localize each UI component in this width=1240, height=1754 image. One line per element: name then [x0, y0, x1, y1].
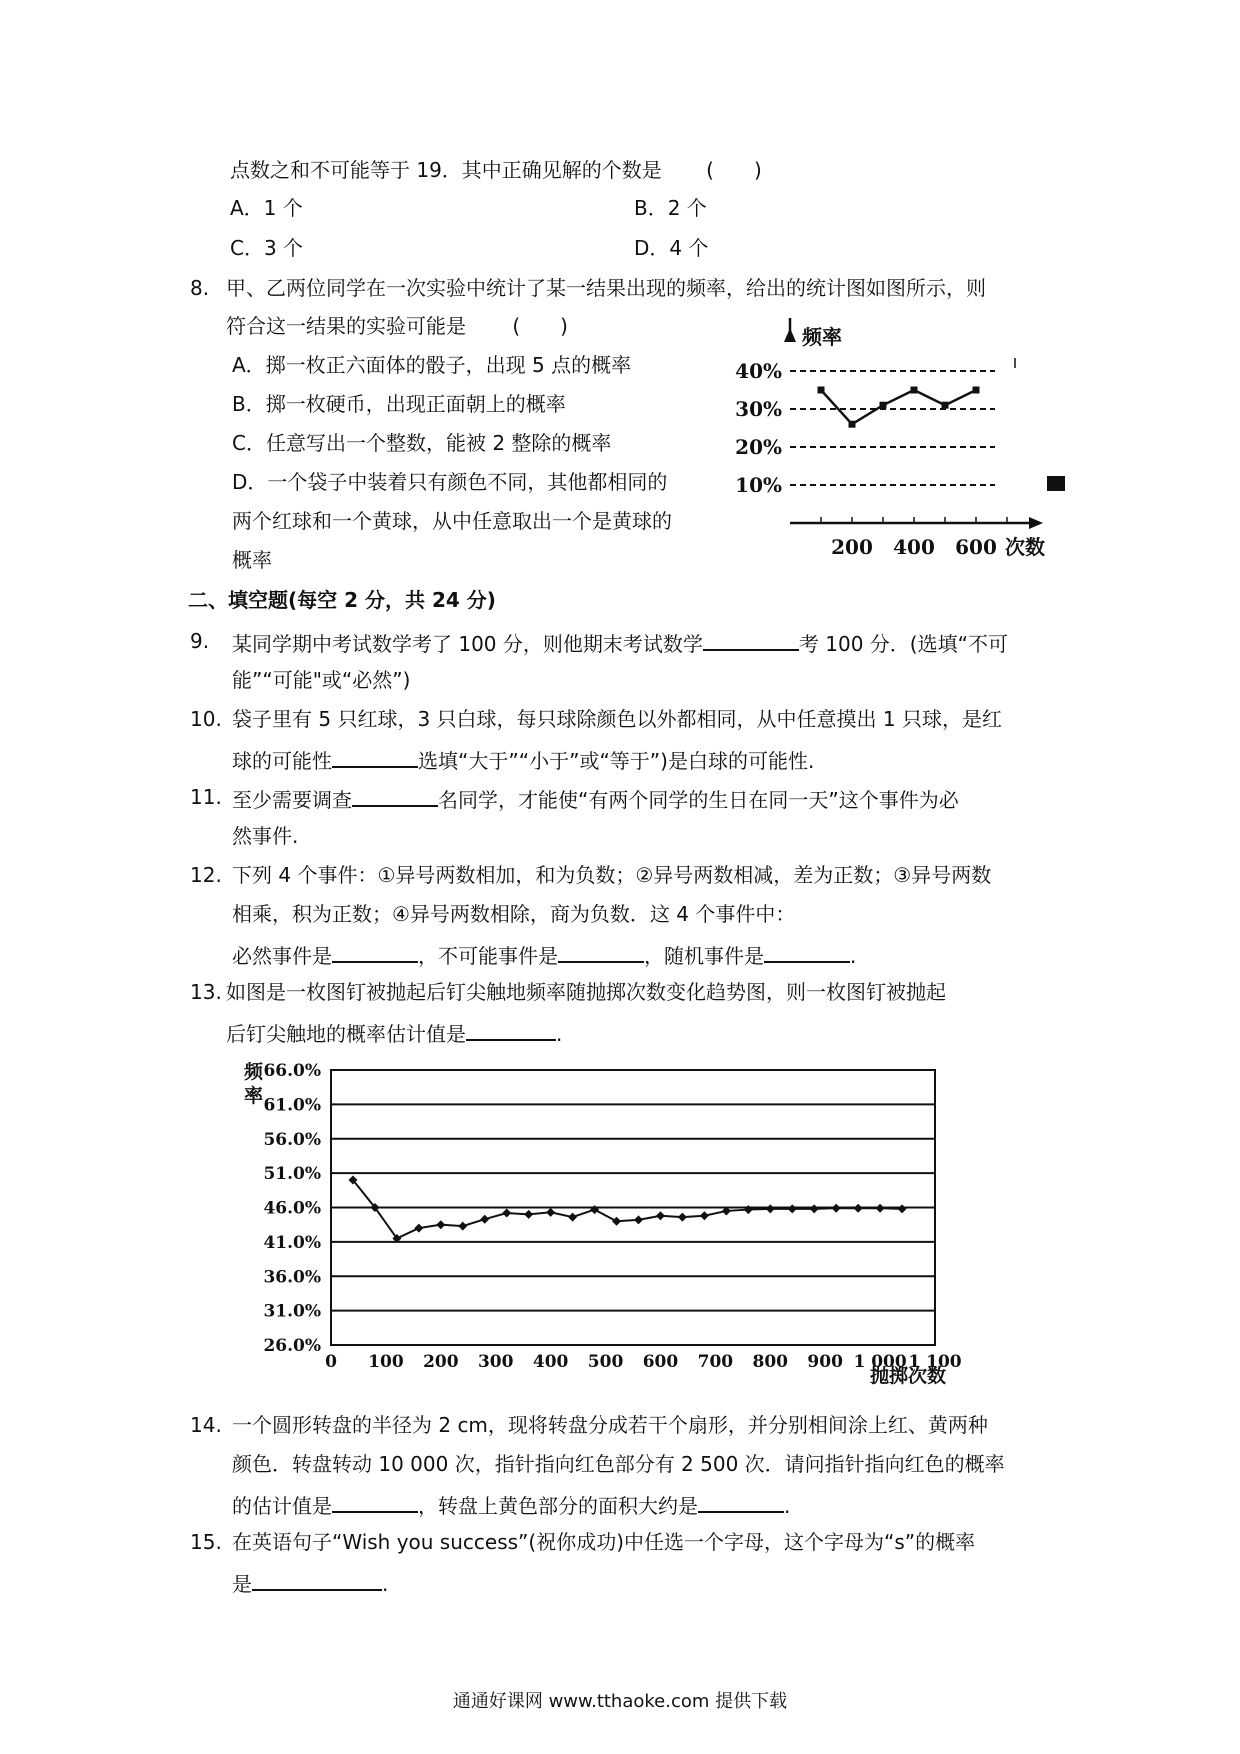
- chart1-point: [911, 387, 918, 394]
- q12-number: 12.: [190, 863, 222, 887]
- chart2-y-tick-label: 36.0%: [263, 1267, 321, 1288]
- chart2-x-tick-label: 200: [423, 1352, 459, 1372]
- q15-line2: [232, 1571, 388, 1594]
- chart2-point: [876, 1204, 885, 1213]
- q7-option-b: B．2 个: [634, 196, 707, 220]
- q7-continuation: [230, 160, 762, 180]
- chart2-x-tick-label: 100: [368, 1352, 404, 1372]
- q7-text: 点数之和不可能等于 19．其中正确见解的个数是: [230, 158, 662, 182]
- chart1-ylabel: 频率: [802, 325, 842, 349]
- chart2-point: [898, 1204, 907, 1213]
- chart2-point: [480, 1215, 489, 1224]
- page-footer: 通通好课网 www.tthaoke.com 提供下载: [452, 1691, 788, 1712]
- chart2-y-tick-label: 56.0%: [263, 1129, 321, 1150]
- q9-answer-blank[interactable]: [703, 631, 799, 651]
- q14-probability-blank[interactable]: [332, 1493, 418, 1513]
- q11-text-a: 至少需要调查: [232, 788, 352, 812]
- q13-text-c: .: [556, 1022, 563, 1046]
- chart2-point: [810, 1204, 819, 1213]
- q15-number: 15.: [190, 1530, 222, 1554]
- q13-answer-blank[interactable]: [466, 1021, 556, 1041]
- chart1-legend-square-icon: [1047, 476, 1065, 491]
- q7-option-d: D．4 个: [634, 236, 709, 260]
- q12-text-c3: ，随机事件是: [644, 944, 764, 968]
- q12-impossible-blank[interactable]: [558, 943, 644, 963]
- q11-line1: [232, 787, 959, 810]
- q15-text-b: 是: [232, 1572, 252, 1596]
- chart2-point: [854, 1204, 863, 1213]
- q8-number: 8.: [190, 276, 210, 300]
- q10-text-b: 球的可能性: [232, 749, 332, 773]
- q13-number: 13.: [190, 980, 222, 1004]
- chart2-point: [458, 1222, 467, 1231]
- chart2-x-tick-label: 0: [325, 1352, 337, 1372]
- chart2-y-tick-label: 51.0%: [263, 1164, 321, 1185]
- q12-line3: [232, 943, 856, 966]
- q12-certain-blank[interactable]: [332, 943, 418, 963]
- q12-text-c2: ，不可能事件是: [418, 944, 558, 968]
- chart2-series-line: [353, 1180, 902, 1238]
- q11-text-b: 名同学，才能使“有两个同学的生日在同一天”这个事件为必: [438, 788, 959, 812]
- chart2-ylabel-char1: 频: [244, 1061, 264, 1083]
- chart1-y-arrow-icon: [784, 328, 796, 342]
- q14-text-b: 颜色．转盘转动 10 000 次，指针指向红色部分有 2 500 次．请问指针指向红色的概率: [232, 1452, 1005, 1476]
- chart2-y-tick-label: 31.0%: [263, 1301, 321, 1322]
- chart1-y-tick-label: 10%: [735, 473, 782, 497]
- chart2-y-tick-label: 26.0%: [263, 1336, 321, 1356]
- q11-number: 11.: [190, 785, 222, 809]
- chart1-point: [818, 387, 825, 394]
- chart1-x-tick-label: 600: [955, 535, 997, 558]
- q8-option-d-line1: D．一个袋子中装着只有颜色不同，其他都相同的: [232, 470, 668, 494]
- chart1-y-tick-label: 20%: [735, 435, 782, 459]
- chart2-point: [678, 1213, 687, 1222]
- q7-option-c: C．3 个: [230, 236, 304, 260]
- q8-stem-line1: 甲、乙两位同学在一次实验中统计了某一结果出现的频率，给出的统计图如图所示，则: [226, 276, 986, 300]
- chart2-point: [546, 1208, 555, 1217]
- q8-option-d-line2: 两个红球和一个黄球，从中任意取出一个是黄球的: [232, 509, 672, 533]
- chart2-point: [766, 1204, 775, 1213]
- chart2-point: [590, 1205, 599, 1214]
- q7-option-a: A．1 个: [230, 196, 303, 220]
- q13-line2: [226, 1021, 562, 1044]
- q8-option-c: C．任意写出一个整数，能被 2 整除的概率: [232, 431, 612, 455]
- q15-text-a: 在英语句子“Wish you success”(祝你成功)中任选一个字母，这个字母为“s”的概率: [232, 1530, 976, 1554]
- chart2-point: [414, 1224, 423, 1233]
- q8-stem-text: 符合这一结果的实验可能是: [226, 314, 466, 338]
- chart1-series-line: [821, 390, 976, 424]
- q14-text-c1: 的估计值是: [232, 1494, 332, 1518]
- section2-heading: 二、填空题(每空 2 分，共 24 分): [188, 588, 496, 612]
- chart2-point: [502, 1209, 511, 1218]
- chart2-point: [436, 1220, 445, 1229]
- q11-answer-blank[interactable]: [352, 787, 438, 807]
- q9-text-b: 考 100 分．(选填“不可: [798, 632, 1008, 656]
- chart2-point: [656, 1211, 665, 1220]
- q9-text-a: 某同学期中考试数学考了 100 分，则他期末考试数学: [232, 632, 703, 656]
- q12-text-c1: 必然事件是: [232, 944, 332, 968]
- q8-stem-line2: [226, 316, 568, 336]
- chart1-y-tick-label: 30%: [735, 397, 782, 421]
- chart2-y-tick-label: 66.0%: [263, 1061, 321, 1081]
- chart1-xlabel: 次数: [1005, 535, 1045, 558]
- q14-text-c2: ，转盘上黄色部分的面积大约是: [418, 1494, 698, 1518]
- q12-text-b: 相乘，积为正数；④异号两数相除，商为负数．这 4 个事件中：: [232, 902, 796, 926]
- chart1-point: [880, 402, 887, 409]
- chart2-point: [568, 1213, 577, 1222]
- chart2-x-tick-label: 1 000: [853, 1352, 907, 1372]
- q10-number: 10.: [190, 707, 222, 731]
- chart2-point: [524, 1210, 533, 1219]
- q9-text-c: 能”“可能"或“必然”): [232, 668, 411, 692]
- q13-text-a: 如图是一枚图钉被抛起后钉尖触地频率随抛掷次数变化趋势图，则一枚图钉被抛起: [226, 980, 946, 1004]
- q8-option-b: B．掷一枚硬币，出现正面朝上的概率: [232, 392, 566, 416]
- q15-text-c: .: [382, 1572, 389, 1596]
- chart2-x-tick-label: 500: [587, 1352, 624, 1372]
- chart1-x-arrow-icon: [1029, 517, 1043, 529]
- chart2-x-tick-label: 700: [697, 1352, 734, 1372]
- q14-line3: [232, 1493, 790, 1516]
- q9-line1: [232, 631, 1008, 654]
- chart1-point: [849, 421, 856, 428]
- chart2-x-tick-label: 1 100: [908, 1352, 962, 1372]
- q8-option-a: A．掷一枚正六面体的骰子，出现 5 点的概率: [232, 353, 632, 377]
- chart2-ylabel: [244, 1060, 264, 1107]
- chart2-point: [832, 1204, 841, 1213]
- q15-answer-blank[interactable]: [252, 1571, 382, 1591]
- chart1-x-tick-label: 200: [831, 535, 873, 558]
- q8-option-d-line3: 概率: [232, 548, 272, 572]
- chart2-point: [788, 1204, 797, 1213]
- chart2-y-tick-label: 61.0%: [263, 1095, 321, 1116]
- q14-text-a: 一个圆形转盘的半径为 2 cm，现将转盘分成若干个扇形，并分别相间涂上红、黄两种: [232, 1413, 988, 1437]
- q12-text-a: 下列 4 个事件：①异号两数相加，和为负数；②异号两数相减，差为正数；③异号两数: [232, 863, 992, 887]
- chart1-point: [942, 402, 949, 409]
- chart2-y-tick-label: 41.0%: [263, 1232, 321, 1253]
- q7-paren: ( ): [706, 158, 762, 182]
- q12-text-c4: .: [850, 944, 857, 968]
- q9-number: 9.: [190, 629, 210, 653]
- chart2-point: [634, 1215, 643, 1224]
- q12-random-blank[interactable]: [764, 943, 850, 963]
- chart2-x-tick-label: 300: [477, 1352, 514, 1372]
- q10-text-a: 袋子里有 5 只红球，3 只白球，每只球除颜色以外都相同，从中任意摸出 1 只球，是红: [232, 707, 1002, 731]
- q13-text-b: 后钉尖触地的概率估计值是: [226, 1022, 466, 1046]
- chart2-point: [744, 1205, 753, 1214]
- chart2-point: [612, 1217, 621, 1226]
- q10-line2: [232, 748, 814, 771]
- chart1-point: [973, 387, 980, 394]
- chart2-ylabel-char2: 率: [244, 1085, 264, 1107]
- chart1-y-tick-label: 40%: [735, 359, 782, 383]
- q14-number: 14.: [190, 1413, 222, 1437]
- chart2-x-tick-label: 800: [752, 1352, 789, 1372]
- q11-text-c: 然事件.: [232, 824, 299, 848]
- chart1-x-tick-label: 400: [893, 535, 935, 558]
- q10-answer-blank[interactable]: [332, 748, 418, 768]
- q14-text-c3: .: [784, 1494, 791, 1518]
- chart2-xlabel: 抛掷次数: [870, 1365, 947, 1387]
- q13-chart: [230, 1060, 970, 1390]
- chart2-x-tick-label: 900: [807, 1352, 843, 1372]
- chart1-axes: [784, 318, 1043, 529]
- q14-area-blank[interactable]: [698, 1493, 784, 1513]
- chart2-x-tick-label: 600: [642, 1352, 679, 1372]
- chart2-x-tick-label: 400: [532, 1352, 569, 1372]
- q8-paren: ( ): [512, 314, 568, 338]
- q10-text-c: 选填“大于”“小于”或“等于”)是白球的可能性.: [418, 749, 815, 773]
- chart2-point: [700, 1211, 709, 1220]
- chart2-y-tick-label: 46.0%: [263, 1198, 321, 1219]
- q8-chart: [725, 318, 1070, 558]
